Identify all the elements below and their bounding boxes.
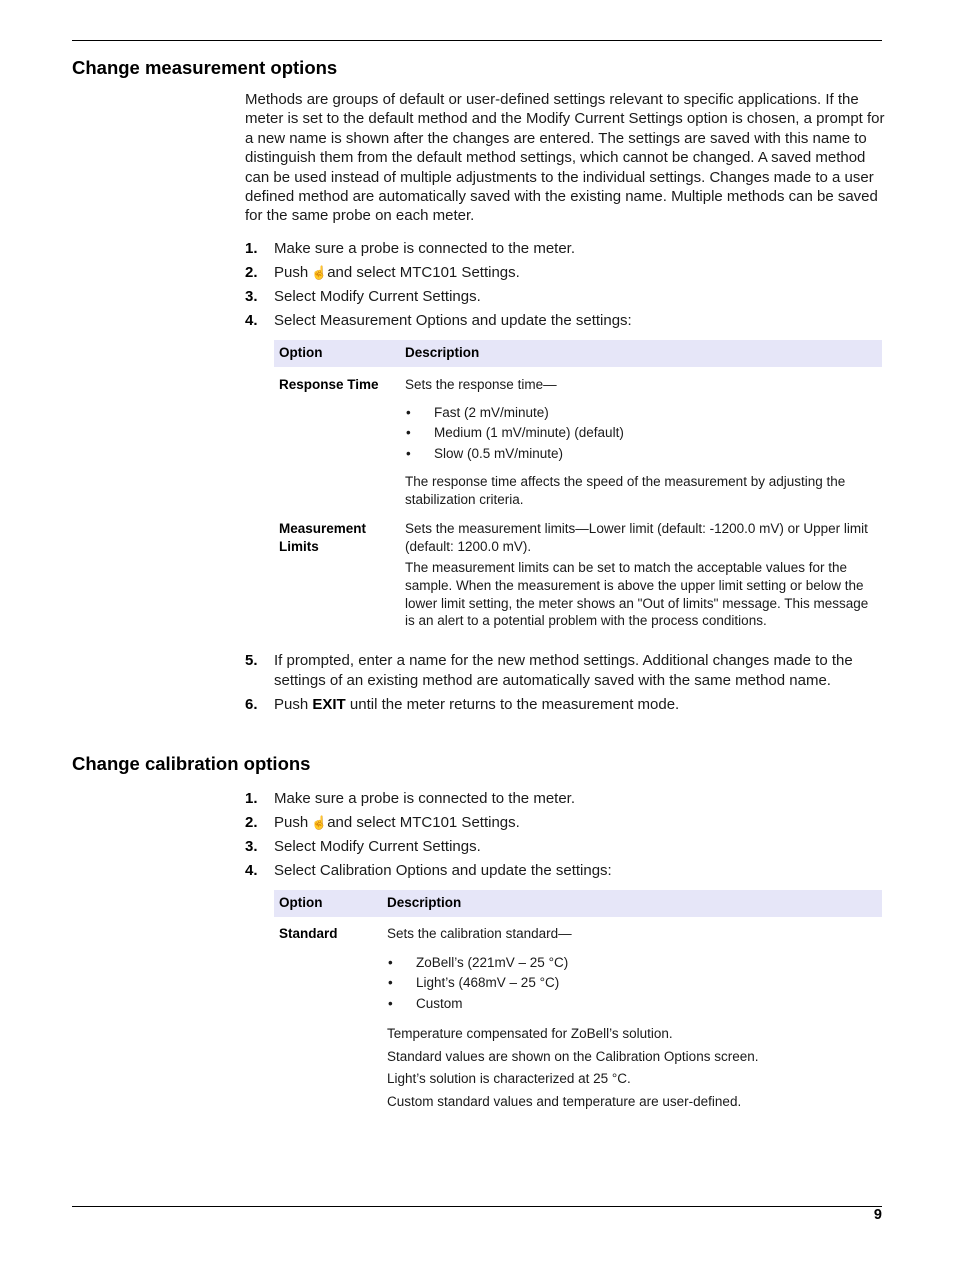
column-header-option: Option: [274, 340, 400, 367]
column-header-option: Option: [274, 890, 382, 917]
step-item: [245, 651, 885, 690]
column-header-description: Description: [400, 340, 882, 367]
hand-pointer-icon: ☝: [311, 814, 328, 830]
step-text: Select Calibration Options and update the settings:: [274, 861, 612, 879]
option-description: [400, 511, 882, 633]
description-note: Custom standard values and temperature are user-defined.: [387, 1093, 742, 1109]
step-text: Select Modify Current Settings.: [274, 287, 481, 305]
table-row: [274, 511, 882, 633]
table-header-row: [274, 890, 882, 917]
step-text: Make sure a probe is connected to the meter.: [274, 240, 576, 257]
column-header-description: Description: [382, 890, 882, 917]
step-text-post: and select MTC101 Settings.: [327, 813, 520, 831]
exit-key-label: EXIT: [312, 695, 346, 713]
step-item: [245, 695, 885, 715]
step-text: Select Modify Current Settings.: [274, 837, 481, 855]
option-name: Response Time: [279, 377, 379, 392]
bullet-list: [405, 403, 877, 465]
option-name: Measurement Limits: [279, 521, 367, 554]
footer-rule: [72, 1206, 882, 1207]
step-number: 5.: [245, 652, 258, 669]
measurement-options-table: [274, 340, 882, 633]
bullet-item: • Fast (2 mV/minute): [405, 403, 877, 424]
step-text-post: and select MTC101 Settings.: [327, 263, 520, 281]
description-note: The response time affects the speed of the measurement by adjusting the stabilization criteria.: [405, 474, 846, 507]
table-header-row: [274, 340, 882, 367]
step-text-pre: Push: [274, 813, 309, 831]
step-number: 1.: [245, 240, 258, 257]
step-text: Make sure a probe is connected to the meter.: [274, 790, 576, 807]
step-item: [245, 861, 885, 881]
section-heading-calibration-options: Change calibration options: [72, 753, 311, 774]
page-number: 9: [873, 1207, 882, 1223]
step-number: 1.: [245, 790, 258, 807]
step-text-pre: Push: [274, 263, 309, 281]
description-intro: Sets the measurement limits—Lower limit (default: -1200.0 mV) or Upper limit (default: 1200.0 mV).: [405, 521, 868, 554]
bullet-item: • Light’s (468mV – 25 °C): [387, 973, 877, 994]
description-note: Standard values are shown on the Calibration Options screen.: [387, 1048, 759, 1064]
step-text: Select Measurement Options and update the settings:: [274, 311, 632, 329]
step-item: [245, 263, 885, 283]
step-text-pre: Push: [274, 695, 309, 713]
description-intro: Sets the calibration standard—: [387, 926, 572, 941]
description-note: Light’s solution is characterized at 25 °C.: [387, 1071, 631, 1087]
option-name: Standard: [279, 926, 338, 941]
option-description: [400, 367, 882, 511]
step-item: [245, 311, 885, 331]
header-rule: [72, 40, 882, 41]
step-item: [245, 837, 885, 857]
step-number: 2.: [245, 813, 258, 831]
description-intro: Sets the response time—: [405, 377, 557, 392]
calibration-options-table: [274, 890, 882, 1113]
table-row: [274, 917, 882, 1113]
bullet-item: • Medium (1 mV/minute) (default): [405, 423, 877, 444]
bullet-list: [387, 953, 877, 1015]
option-description: [382, 917, 882, 1113]
measurement-steps-list: [245, 239, 885, 331]
step-item: [245, 287, 885, 307]
bullet-item: • Slow (0.5 mV/minute): [405, 444, 877, 465]
step-item: [245, 239, 885, 259]
step-item: [245, 789, 885, 809]
step-text-post: until the meter returns to the measurement mode.: [349, 695, 680, 713]
step-number: 4.: [245, 311, 258, 329]
bullet-item: • Custom: [387, 994, 877, 1015]
step-number: 3.: [245, 287, 258, 305]
table-row: [274, 367, 882, 511]
description-note: Temperature compensated for ZoBell’s solution.: [387, 1026, 673, 1042]
step-number: 2.: [245, 263, 258, 281]
step-number: 3.: [245, 837, 258, 855]
section-heading-measurement-options: Change measurement options: [72, 57, 338, 78]
bullet-item: • ZoBell’s (221mV – 25 °C): [387, 953, 877, 974]
step-text: If prompted, enter a name for the new method settings. Additional changes made to the settings of an existing method are automatically saved with the same method name.: [274, 652, 853, 689]
hand-pointer-icon: ☝: [311, 264, 328, 280]
measurement-steps-list-continued: [245, 651, 885, 714]
description-note: The measurement limits can be set to match the acceptable values for the sample. When the measurement is above the upper limit setting or below the lower limit setting, the meter shows an "Out of limits" message. This message is an alert to a potential problem with the process conditions.: [405, 560, 869, 629]
calibration-steps-list: [245, 789, 885, 881]
step-number: 6.: [245, 695, 258, 713]
step-item: [245, 813, 885, 833]
step-number: 4.: [245, 861, 258, 879]
methods-paragraph: Methods are groups of default or user-defined settings relevant to specific applications. If the meter is set to the default method and the Modify Current Settings option is chosen, a prompt for a new name is shown after the changes are entered. The settings are saved with this name to distinguish them from the default method settings, which cannot be changed. A saved method can be used instead of multiple adjustments to the individual settings. Changes made to a user defined method are automatically saved with the existing name. Multiple methods can be saved for the same probe on each meter.: [245, 91, 885, 225]
